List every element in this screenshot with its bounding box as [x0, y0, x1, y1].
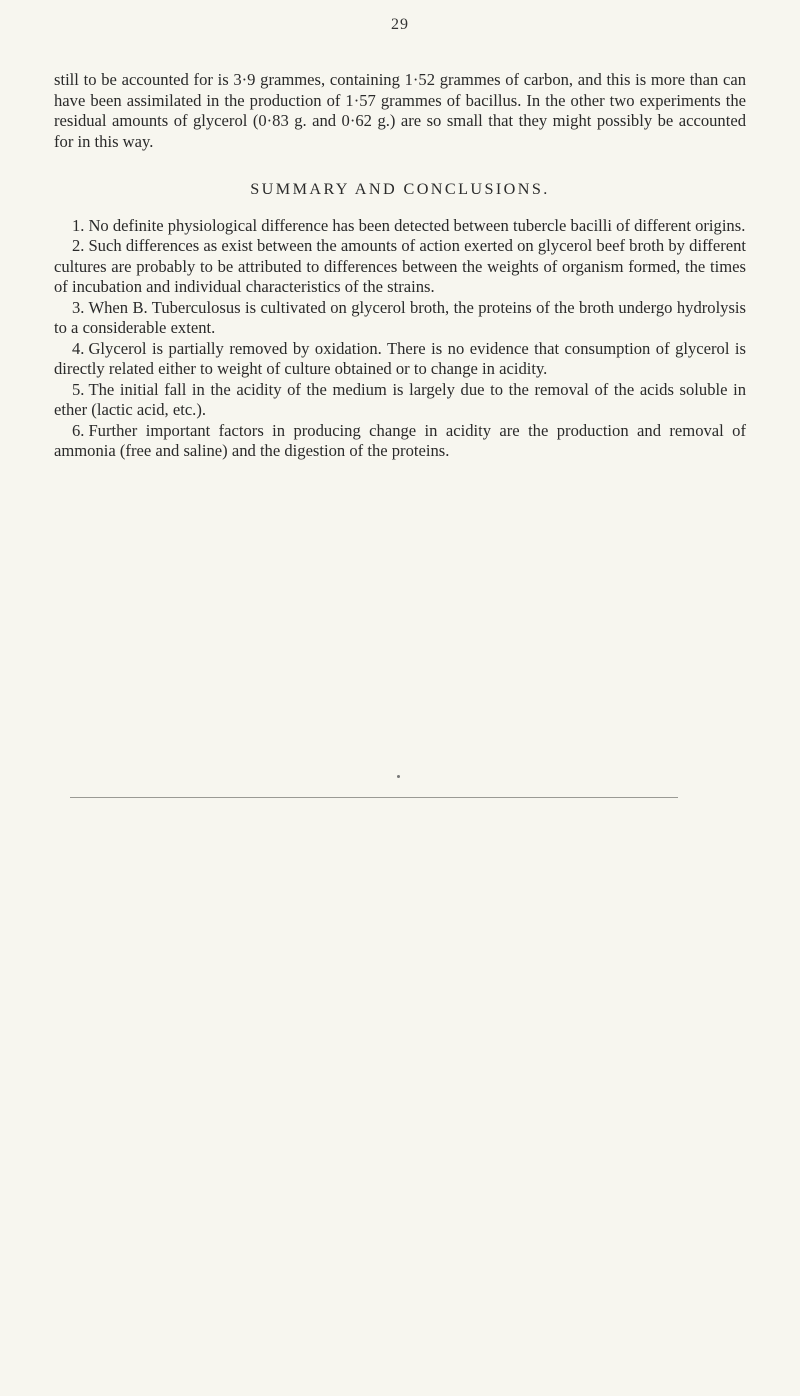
page-number: 29	[391, 16, 409, 33]
conclusion-number: 1.	[72, 215, 85, 235]
conclusion-item	[54, 216, 746, 237]
conclusion-text: When B. Tuberculosus is cultivated on glycerol broth, the proteins of the broth undergo hydrolysis to a considerable extent.	[54, 297, 746, 337]
conclusions-list	[54, 216, 746, 462]
conclusion-item	[54, 236, 746, 298]
conclusion-text: Glycerol is partially removed by oxidation. There is no evidence that consumption of glycerol is directly related either to weight of culture obtained or to change in acidity.	[54, 338, 746, 378]
horizontal-rule-divider	[70, 797, 678, 798]
conclusion-item	[54, 339, 746, 380]
conclusion-item	[54, 421, 746, 462]
continuation-paragraph: still to be accounted for is 3·9 grammes, containing 1·52 grammes of carbon, and this is more than can have been assimilated in the production of 1·57 grammes of bacillus. In the other two experiments the residual amounts of glycerol (0·83 g. and 0·62 g.) are so small that they might possibly be accounted for in this way.	[54, 70, 746, 151]
conclusion-number: 2.	[72, 236, 85, 255]
conclusion-text: No definite physiological difference has been detected between tubercle bacilli of different origins.	[88, 215, 746, 235]
ink-speck	[397, 775, 400, 778]
conclusion-number: 6.	[72, 420, 85, 440]
page-body	[54, 70, 746, 462]
conclusion-item	[54, 380, 746, 421]
conclusion-text: The initial fall in the acidity of the medium is largely due to the removal of the acids soluble in ether (lactic acid, etc.).	[54, 379, 746, 419]
conclusion-number: 3.	[72, 297, 85, 317]
section-heading: SUMMARY AND CONCLUSIONS.	[250, 180, 550, 198]
conclusion-item	[54, 298, 746, 339]
conclusion-number: 5.	[72, 379, 85, 399]
conclusion-text: Further important factors in producing change in acidity are the production and removal of ammonia (free and saline) and the digestion of the proteins.	[54, 420, 746, 460]
conclusion-text: Such differences as exist between the amounts of action exerted on glycerol beef broth by different cultures are probably to be attributed to differences between the weights of organism formed, the times of incubation and individual characteristics of the strains.	[54, 236, 746, 296]
conclusion-number: 4.	[72, 338, 85, 358]
